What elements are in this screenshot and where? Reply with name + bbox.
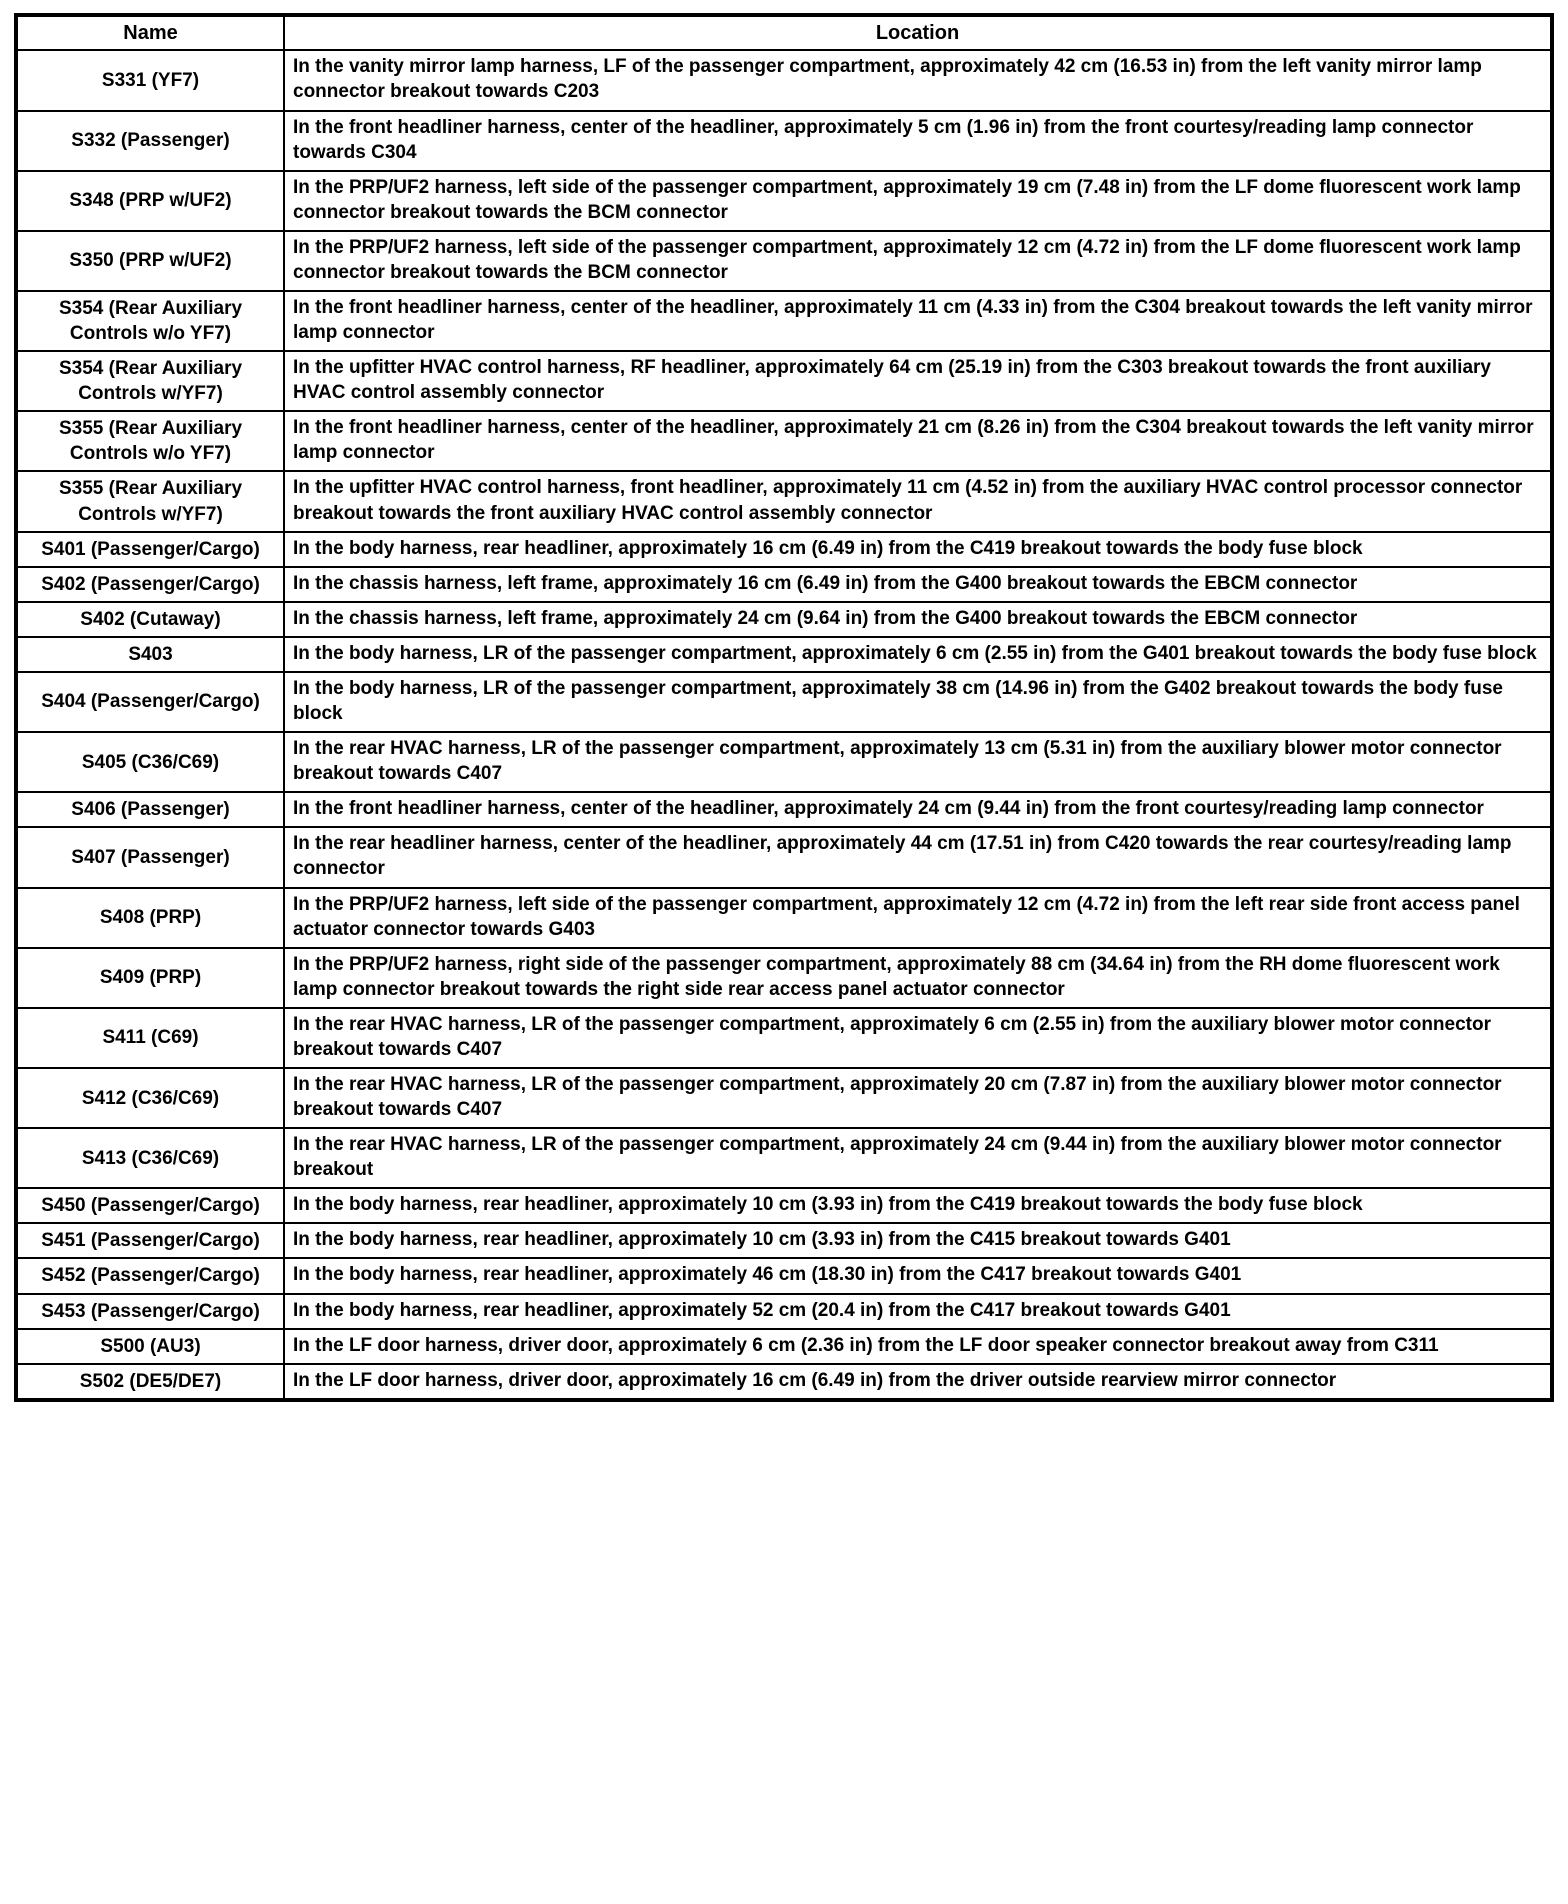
table-row — [16, 1364, 1552, 1400]
splice-location: In the body harness, rear headliner, approximately 16 cm (6.49 in) from the C419 breakout towards the body fuse block — [284, 532, 1552, 567]
splice-location: In the PRP/UF2 harness, left side of the passenger compartment, approximately 19 cm (7.48 in) from the LF dome fluorescent work lamp connector breakout towards the BCM connector — [284, 171, 1552, 231]
splice-name: S348 (PRP w/UF2) — [16, 171, 284, 231]
splice-location: In the body harness, LR of the passenger compartment, approximately 6 cm (2.55 in) from the G401 breakout towards the body fuse block — [284, 637, 1552, 672]
splice-location: In the body harness, rear headliner, approximately 10 cm (3.93 in) from the C415 breakout towards G401 — [284, 1223, 1552, 1258]
table-row — [16, 1258, 1552, 1293]
splice-location: In the vanity mirror lamp harness, LF of the passenger compartment, approximately 42 cm (16.53 in) from the left vanity mirror lamp connector breakout towards C203 — [284, 50, 1552, 110]
table-row — [16, 792, 1552, 827]
splice-name: S401 (Passenger/Cargo) — [16, 532, 284, 567]
splice-location: In the front headliner harness, center of the headliner, approximately 21 cm (8.26 in) from the C304 breakout towards the left vanity mirror lamp connector — [284, 411, 1552, 471]
splice-location: In the PRP/UF2 harness, left side of the passenger compartment, approximately 12 cm (4.72 in) from the LF dome fluorescent work lamp connector breakout towards the BCM connector — [284, 231, 1552, 291]
table-row — [16, 1128, 1552, 1188]
splice-name: S403 — [16, 637, 284, 672]
table-row — [16, 1223, 1552, 1258]
splice-location: In the front headliner harness, center of the headliner, approximately 5 cm (1.96 in) from the front courtesy/reading lamp connector towards C304 — [284, 111, 1552, 171]
splice-name: S407 (Passenger) — [16, 827, 284, 887]
column-header-name: Name — [16, 15, 284, 50]
splice-location: In the front headliner harness, center of the headliner, approximately 11 cm (4.33 in) from the C304 breakout towards the left vanity mirror lamp connector — [284, 291, 1552, 351]
splice-location: In the chassis harness, left frame, approximately 16 cm (6.49 in) from the G400 breakout towards the EBCM connector — [284, 567, 1552, 602]
table-row — [16, 1329, 1552, 1364]
table-row — [16, 50, 1552, 110]
splice-name: S408 (PRP) — [16, 888, 284, 948]
splice-name: S411 (C69) — [16, 1008, 284, 1068]
splice-name: S350 (PRP w/UF2) — [16, 231, 284, 291]
splice-location: In the rear HVAC harness, LR of the passenger compartment, approximately 13 cm (5.31 in) from the auxiliary blower motor connector breakout towards C407 — [284, 732, 1552, 792]
table-row — [16, 231, 1552, 291]
table-row — [16, 888, 1552, 948]
table-row — [16, 1008, 1552, 1068]
splice-location: In the rear HVAC harness, LR of the passenger compartment, approximately 20 cm (7.87 in) from the auxiliary blower motor connector breakout towards C407 — [284, 1068, 1552, 1128]
splice-name: S355 (Rear Auxiliary Controls w/o YF7) — [16, 411, 284, 471]
splice-name: S453 (Passenger/Cargo) — [16, 1294, 284, 1329]
splice-name: S502 (DE5/DE7) — [16, 1364, 284, 1400]
splice-location: In the front headliner harness, center of the headliner, approximately 24 cm (9.44 in) from the front courtesy/reading lamp connector — [284, 792, 1552, 827]
splice-location: In the rear HVAC harness, LR of the passenger compartment, approximately 24 cm (9.44 in) from the auxiliary blower motor connector breakout — [284, 1128, 1552, 1188]
table-row — [16, 567, 1552, 602]
splice-name: S409 (PRP) — [16, 948, 284, 1008]
table-row — [16, 532, 1552, 567]
splice-location: In the body harness, rear headliner, approximately 10 cm (3.93 in) from the C419 breakout towards the body fuse block — [284, 1188, 1552, 1223]
table-row — [16, 1294, 1552, 1329]
splice-location: In the rear HVAC harness, LR of the passenger compartment, approximately 6 cm (2.55 in) from the auxiliary blower motor connector breakout towards C407 — [284, 1008, 1552, 1068]
splice-location: In the body harness, rear headliner, approximately 52 cm (20.4 in) from the C417 breakout towards G401 — [284, 1294, 1552, 1329]
splice-location: In the rear headliner harness, center of the headliner, approximately 44 cm (17.51 in) from C420 towards the rear courtesy/reading lamp connector — [284, 827, 1552, 887]
table-row — [16, 672, 1552, 732]
splice-location: In the upfitter HVAC control harness, RF headliner, approximately 64 cm (25.19 in) from the C303 breakout towards the front auxiliary HVAC control assembly connector — [284, 351, 1552, 411]
table-header — [16, 15, 1552, 50]
table-row — [16, 732, 1552, 792]
splice-location: In the chassis harness, left frame, approximately 24 cm (9.64 in) from the G400 breakout towards the EBCM connector — [284, 602, 1552, 637]
splice-name: S402 (Cutaway) — [16, 602, 284, 637]
splice-location-table — [14, 13, 1554, 1402]
splice-location: In the LF door harness, driver door, approximately 16 cm (6.49 in) from the driver outside rearview mirror connector — [284, 1364, 1552, 1400]
splice-name: S451 (Passenger/Cargo) — [16, 1223, 284, 1258]
splice-location: In the body harness, rear headliner, approximately 46 cm (18.30 in) from the C417 breakout towards G401 — [284, 1258, 1552, 1293]
splice-name: S354 (Rear Auxiliary Controls w/YF7) — [16, 351, 284, 411]
splice-name: S413 (C36/C69) — [16, 1128, 284, 1188]
splice-name: S452 (Passenger/Cargo) — [16, 1258, 284, 1293]
table-row — [16, 111, 1552, 171]
table-row — [16, 637, 1552, 672]
splice-name: S412 (C36/C69) — [16, 1068, 284, 1128]
splice-name: S405 (C36/C69) — [16, 732, 284, 792]
table-row — [16, 1188, 1552, 1223]
splice-name: S450 (Passenger/Cargo) — [16, 1188, 284, 1223]
table-row — [16, 948, 1552, 1008]
splice-name: S406 (Passenger) — [16, 792, 284, 827]
splice-name: S500 (AU3) — [16, 1329, 284, 1364]
splice-location: In the body harness, LR of the passenger compartment, approximately 38 cm (14.96 in) from the G402 breakout towards the body fuse block — [284, 672, 1552, 732]
splice-name: S354 (Rear Auxiliary Controls w/o YF7) — [16, 291, 284, 351]
splice-location: In the LF door harness, driver door, approximately 6 cm (2.36 in) from the LF door speaker connector breakout away from C311 — [284, 1329, 1552, 1364]
table-row — [16, 1068, 1552, 1128]
table-row — [16, 471, 1552, 531]
splice-location: In the PRP/UF2 harness, left side of the passenger compartment, approximately 12 cm (4.72 in) from the left rear side front access panel actuator connector towards G403 — [284, 888, 1552, 948]
table-row — [16, 411, 1552, 471]
table-row — [16, 827, 1552, 887]
splice-location: In the upfitter HVAC control harness, front headliner, approximately 11 cm (4.52 in) from the auxiliary HVAC control processor connector breakout towards the front auxiliary HVAC control assembly connector — [284, 471, 1552, 531]
table-body — [16, 50, 1552, 1399]
splice-name: S331 (YF7) — [16, 50, 284, 110]
table-row — [16, 351, 1552, 411]
splice-name: S402 (Passenger/Cargo) — [16, 567, 284, 602]
splice-name: S355 (Rear Auxiliary Controls w/YF7) — [16, 471, 284, 531]
column-header-location: Location — [284, 15, 1552, 50]
header-row — [16, 15, 1552, 50]
table-row — [16, 171, 1552, 231]
table-row — [16, 291, 1552, 351]
splice-name: S404 (Passenger/Cargo) — [16, 672, 284, 732]
table-row — [16, 602, 1552, 637]
splice-name: S332 (Passenger) — [16, 111, 284, 171]
splice-location: In the PRP/UF2 harness, right side of the passenger compartment, approximately 88 cm (34.64 in) from the RH dome fluorescent work lamp connector breakout towards the right side rear access panel actuator connector — [284, 948, 1552, 1008]
